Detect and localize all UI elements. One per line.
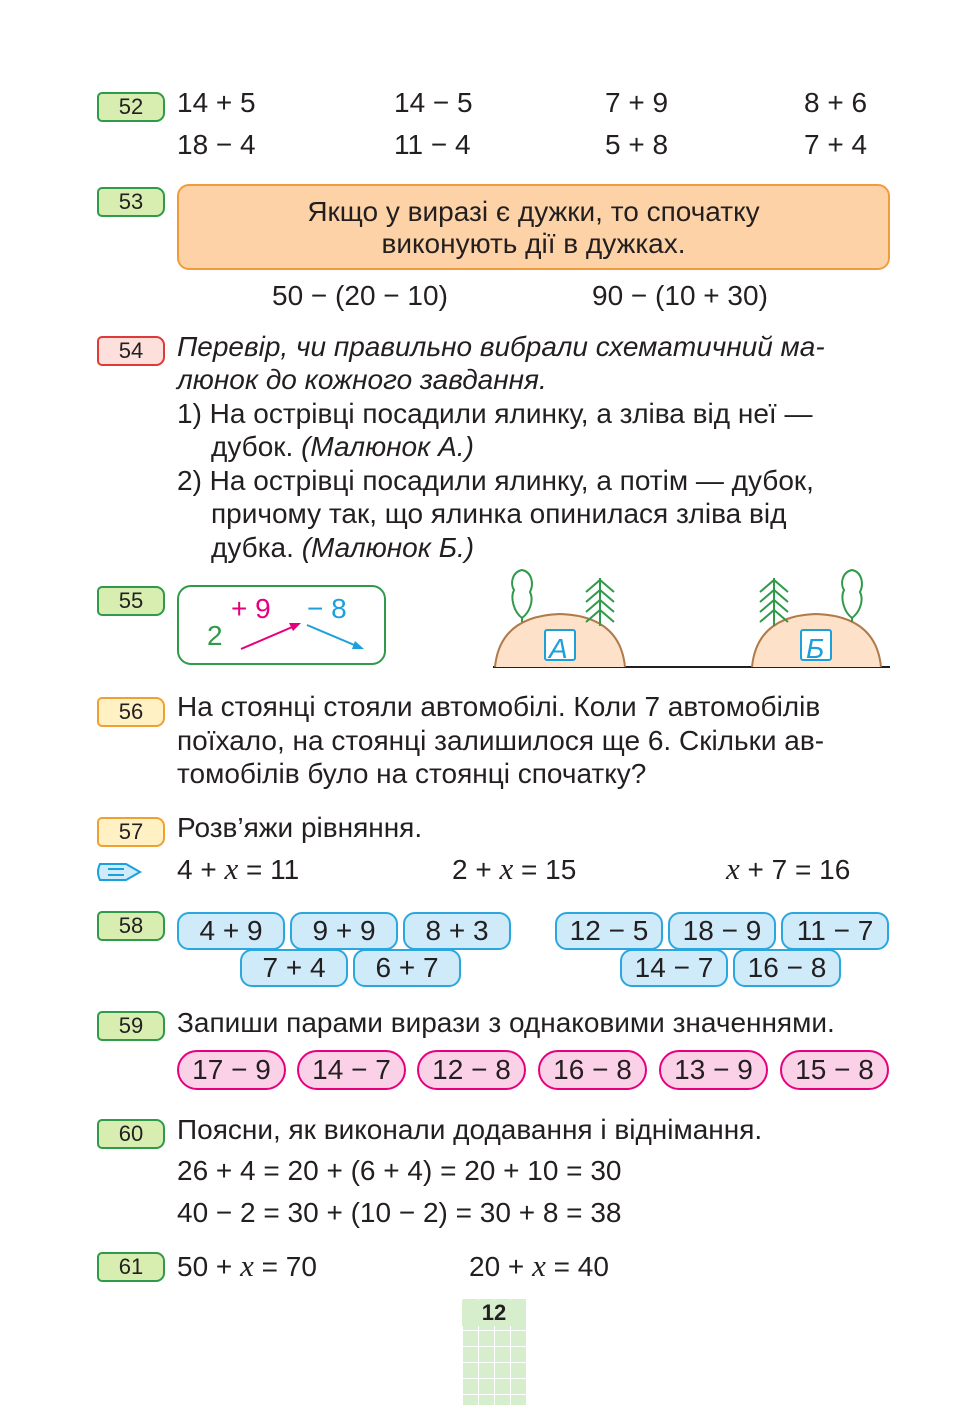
expression: 5 + 8: [605, 129, 669, 160]
expression: 14 + 5: [177, 87, 256, 118]
expression-card: 4 + 9: [177, 912, 285, 950]
picture-reference: (Малюнок Б.): [301, 532, 475, 563]
expression: 14 − 5: [394, 87, 473, 118]
task-item: причому так, що ялинка опинилася зліва від: [211, 498, 787, 529]
expression-card: 13 − 9: [659, 1050, 768, 1090]
task-text: дубок.: [211, 431, 294, 462]
task-text: дубка.: [211, 532, 294, 563]
exercise-number-54: 54: [97, 336, 165, 366]
expression: 7 + 9: [605, 87, 669, 118]
oak-icon: [512, 570, 532, 622]
fir-tree-icon: [760, 578, 788, 626]
picture-label-b: Б: [806, 633, 825, 664]
rule-line: виконують дії в дужках.: [381, 228, 686, 259]
expression: 7 + 4: [804, 129, 868, 160]
exercise-number-60: 60: [97, 1119, 165, 1149]
expression: 11 − 4: [394, 129, 471, 160]
fir-tree-icon: [586, 578, 614, 626]
expression: 8 + 6: [804, 87, 868, 118]
rule-line: Якщо у виразі є дужки, то спочатку: [307, 196, 760, 227]
task-item: [211, 531, 474, 565]
calculation: 26 + 4 = 20 + (6 + 4) = 20 + 10 = 30: [177, 1155, 622, 1186]
rule-box: [177, 184, 890, 270]
operation-scheme: [177, 585, 386, 665]
expression-card: 12 − 8: [417, 1050, 526, 1090]
expression-card: 12 − 5: [555, 912, 663, 950]
task-text: Розв’яжи рівняння.: [177, 812, 423, 843]
exercise-number-59: 59: [97, 1011, 165, 1041]
page-number: 12: [462, 1300, 526, 1326]
unknown-variable: x: [240, 1248, 254, 1283]
expression-card: 6 + 7: [353, 949, 461, 987]
equation-left: 2 +: [452, 854, 492, 885]
expression-card: 16 − 8: [733, 949, 841, 987]
task-text: Перевір, чи правильно вибрали схематичний ма-: [177, 331, 825, 362]
equation-left: 4 +: [177, 854, 217, 885]
task-text: На стоянці стояли автомобілі. Коли 7 автомобілів: [177, 691, 821, 722]
equation-right: = 11: [246, 854, 300, 885]
unknown-variable: x: [224, 851, 239, 886]
unknown-variable: x: [532, 1248, 546, 1283]
task-item: 2) На острівці посадили ялинку, а потім — дубок,: [177, 465, 814, 496]
equation-right: + 7 = 16: [747, 854, 851, 885]
equation: [469, 1249, 609, 1284]
arrows-icon: [179, 587, 384, 663]
equation-right: = 40: [553, 1251, 609, 1282]
unknown-variable: x: [726, 851, 740, 886]
picture-reference: (Малюнок А.): [301, 431, 474, 462]
exercise-number-55: 55: [97, 586, 165, 616]
equation-right: = 70: [261, 1251, 317, 1282]
equation: [177, 1249, 317, 1284]
task-item: [211, 430, 474, 464]
page-number-box: [462, 1298, 526, 1405]
equation: [452, 852, 576, 887]
add-operation: + 9: [231, 593, 271, 624]
exercise-number-57: 57: [97, 817, 165, 847]
expression-card: 15 − 8: [780, 1050, 889, 1090]
expression: 50 − (20 − 10): [272, 280, 448, 311]
calculation: 40 − 2 = 30 + (10 − 2) = 30 + 8 = 38: [177, 1197, 622, 1228]
task-text: томобілів було на стоянці спочатку?: [177, 758, 647, 789]
unknown-variable: x: [499, 851, 514, 886]
task-text: люнок до кожного завдання.: [177, 364, 547, 395]
exercise-number-58: 58: [97, 911, 165, 941]
expression: 18 − 4: [177, 129, 256, 160]
exercise-number-61: 61: [97, 1252, 165, 1282]
pencil-icon: [96, 860, 144, 884]
task-text: Поясни, як виконали додавання і віднімання.: [177, 1114, 763, 1145]
expression-card: 11 − 7: [781, 912, 889, 950]
equation: [726, 852, 850, 887]
equation: [177, 852, 299, 887]
task-text: Запиши парами вирази з однаковими значеннями.: [177, 1007, 835, 1038]
subtract-operation: − 8: [307, 593, 347, 624]
task-item: 1) На острівці посадили ялинку, а зліва від неї —: [177, 398, 813, 429]
expression-card: 14 − 7: [620, 949, 728, 987]
expression-card: 8 + 3: [403, 912, 511, 950]
equation-right: = 15: [521, 854, 577, 885]
task-text: поїхало, на стоянці залишилося ще 6. Скільки ав-: [177, 725, 825, 756]
expression-card: 18 − 9: [668, 912, 776, 950]
expression-card: 16 − 8: [538, 1050, 647, 1090]
exercise-number-53: 53: [97, 187, 165, 217]
exercise-number-56: 56: [97, 697, 165, 727]
equation-left: 50 +: [177, 1251, 233, 1282]
start-number: 2: [207, 620, 223, 651]
expression-card: 17 − 9: [177, 1050, 286, 1090]
expression: 90 − (10 + 30): [592, 280, 768, 311]
expression-card: 9 + 9: [290, 912, 398, 950]
equation-left: 20 +: [469, 1251, 525, 1282]
picture-label-a: А: [549, 633, 568, 664]
expression-card: 7 + 4: [240, 949, 348, 987]
oak-icon: [842, 570, 862, 622]
exercise-number-52: 52: [97, 92, 165, 122]
expression-card: 14 − 7: [297, 1050, 406, 1090]
